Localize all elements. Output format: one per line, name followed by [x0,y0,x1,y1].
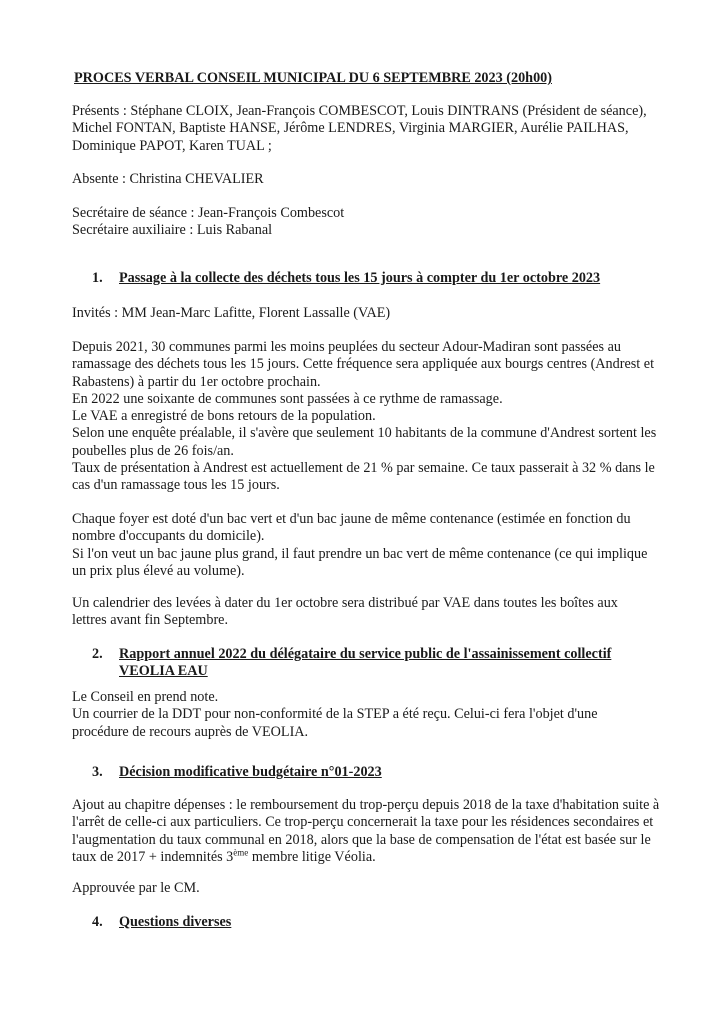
section-3-paragraph [72,797,660,866]
secretaries [72,205,656,240]
paragraph-line: Depuis 2021, 30 communes parmi les moins peuplées du secteur Adour-Madiran sont passées au ramassage des déchets tous les 15 jours. Cette fréquence sera appliquée aux bourgs centres (Andrest et Rabastens) à partir du 1er octobre prochain. [72,339,655,390]
paragraph-line: Le VAE a enregistré de bons retours de la population. [72,408,376,425]
secretary-auxiliary: Secrétaire auxiliaire : Luis Rabanal [72,222,273,239]
section-1-paragraph-3: Un calendrier des levées à dater du 1er octobre sera distribué par VAE dans toutes les boîtes aux lettres avant fin Septembre. [72,595,618,629]
paragraph-line: Le Conseil en prend note. [72,689,219,705]
section-1-paragraph-2 [72,511,656,580]
section-3-title: Décision modificative budgétaire n°01-2023 [119,764,382,780]
paragraph-line: Un courrier de la DDT pour non-conformité de la STEP a été reçu. Celui-ci fera l'objet d'une procédure de recours auprès de VEOLIA. [72,706,598,740]
section-2-title: Rapport annuel 2022 du délégataire du service public de l'assainissement collectif [119,646,612,662]
attendees-absent: Absente : Christina CHEVALIER [72,171,264,187]
section-3-heading [92,764,382,781]
section-2-paragraph [72,689,656,741]
section-3-text-end: membre litige Véolia. [248,848,376,865]
section-3-approval: Approuvée par le CM. [72,880,200,896]
section-4-heading [92,914,231,931]
section-1-title: Passage à la collecte des déchets tous les 15 jours à compter du 1er octobre 2023 [119,270,601,286]
page-title: PROCES VERBAL CONSEIL MUNICIPAL DU 6 SEPTEMBRE 2023 (20h00) [74,70,552,86]
section-2-title-line-2: VEOLIA EAU [119,663,208,680]
paragraph-line: Chaque foyer est doté d'un bac vert et d'un bac jaune de même contenance (estimée en fonction du nombre d'occupants du domicile). [72,511,631,545]
section-4-title: Questions diverses [119,914,232,930]
paragraph-line: Si l'on veut un bac jaune plus grand, il faut prendre un bac vert de même contenance (ce qui implique un prix plus élevé au volume). [72,545,648,579]
paragraph-line: Taux de présentation à Andrest est actuellement de 21 % par semaine. Ce taux passerait à 32 % dans le cas d'un ramassage tous les 15 jours. [72,460,655,494]
paragraph-line: En 2022 une soixante de communes sont passées à ce rythme de ramassage. [72,390,503,407]
attendees-present: Présents : Stéphane CLOIX, Jean-François COMBESCOT, Louis DINTRANS (Président de séance), Michel FONTAN, Baptiste HANSE, Jérôme LENDRES, Virginia MARGIER, Aurélie PAILHAS, Dominique PAPOT, Karen TUAL ; [72,103,647,154]
section-1-heading [92,270,600,287]
section-2-heading [92,646,611,681]
section-2-number: 2. [92,646,103,662]
section-1-invites: Invités : MM Jean-Marc Lafitte, Florent Lassalle (VAE) [72,305,391,321]
section-3-text: Ajout au chapitre dépenses : le remboursement du trop-perçu depuis 2018 de la taxe d'habitation suite à l'arrêt de celle-ci aux particuliers. Ce trop-perçu concernerait la taxe pour les résidences secondaires et l'augmentation du taux communal en 2018, alors que la base de compensation de l'état est basée sur le taux de 2017 + indemnités 3 [72,797,660,865]
section-3-number: 3. [92,764,103,780]
section-4-number: 4. [92,914,103,930]
section-1-paragraph-1 [72,339,658,495]
superscript-ordinal: ème [233,847,249,858]
secretary-session: Secrétaire de séance : Jean-François Combescot [72,205,345,221]
paragraph-line: Selon une enquête préalable, il s'avère que seulement 10 habitants de la commune d'Andrest sortent les poubelles plus de 26 fois/an. [72,425,657,459]
section-1-number: 1. [92,270,103,286]
